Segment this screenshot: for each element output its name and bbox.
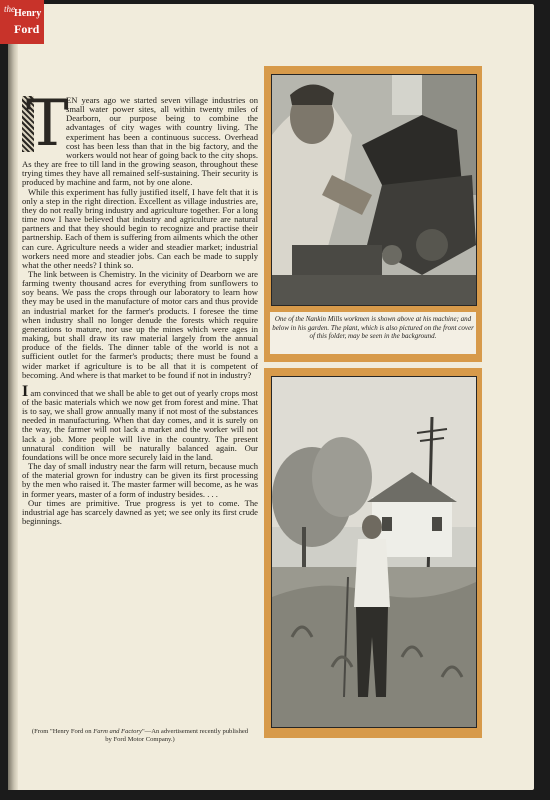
- paragraph-5: The day of small industry near the farm will return, because much of the material grown for industry can be given its first processing by the men who raised it. The master farmer will become, as he was in former years, master of a form of industry besides. . . .: [22, 461, 258, 499]
- paragraph-1: EN years ago we started seven village industries on small water power sites, all within twenty miles of Dearborn, our purpose being to combine the advantages of city wages with country living. The experiment has been a continuous success. Overhead cost has been less than that in the big factory, and the workers would not hear of going back to the city shops. As they are free to till land in the growing season, throughout these trying times they have all remained self-sustaining. Their security is produced by machine and farm, not by one alone.: [22, 95, 258, 188]
- drop-cap-letter: T: [26, 87, 69, 161]
- logo-the: the: [4, 4, 15, 14]
- paragraph-4-text: am convinced that we shall be able to get out of yearly crops most of the basic materials which we now get from forest and mine. That is to say, we shall grow annually many if not most of the substances needed in manufacturing. When that day comes, and it is surely on the way, the farmer will not lack a market and the worker will not lack a job. More people will live in the country. The present unnatural condition will be naturally balanced again. Our foundations will be once more securely laid in the land.: [22, 387, 258, 462]
- logo-henry: Henry: [14, 8, 42, 19]
- drop-cap: [22, 87, 69, 161]
- paragraph-4: [22, 382, 258, 462]
- workman-in-garden-photo: [271, 376, 477, 728]
- page-spine-shadow: [8, 4, 18, 790]
- henry-ford-logo: [0, 0, 44, 44]
- photo-frame-bottom: [264, 368, 482, 738]
- paragraph-2: While this experiment has fully justified itself, I have felt that it is only a step in the right direction. Excellent as village industries are, they do not really bring industry and agriculture together. For a long time now I have believed that industry and agriculture are natural partners and that they should begin to recognize and practise their partnership. Each of them is suffering from ailments which the other can cure. Agriculture needs a wider and steadier market; industrial workers need more and steadier jobs. Can each be made to supply what the other needs? I think so.: [22, 186, 258, 270]
- paragraph-3: The link between is Chemistry. In the vicinity of Dearborn we are farming twenty thousand acres for everything from sunflowers to soy beans. We pass the crops through our laboratory to learn how they may be used in the manufacture of motor cars and thus provide an industrial market for the farmer's products. I foresee the time when industry shall no longer denude the forests which require generations to mature, nor use up the mines which were ages in making, but shall draw its raw material largely from the annual produce of the fields. The dinner table of the world is not a sufficient outlet for the farmer's products; there must be found a wider market if agriculture is to be all that it is competent of becoming. And where is that market to be found if not in industry?: [22, 268, 258, 380]
- source-title: Farm and Factory: [93, 728, 142, 735]
- paragraph-6: Our times are primitive. True progress is yet to come. The industrial age has scarcely dawned as yet; we see only its first crude beginnings.: [22, 497, 258, 527]
- source-part-1: (From "Henry Ford on: [31, 728, 94, 735]
- photo-caption: One of the Nankin Mills workmen is shown above at his machine; and below in his garden. The plant, which is also pictured on the front cover of this folder, may be seen in the background.: [270, 312, 476, 354]
- source-note: [28, 728, 252, 744]
- photo-frame-top: [264, 66, 482, 362]
- article-column: [22, 87, 258, 527]
- workman-at-machine-photo: [271, 74, 477, 306]
- paragraph-4-initial: I: [22, 382, 29, 400]
- logo-ford: Ford: [14, 22, 40, 36]
- source-part-2: "—An advertisement recently published by Ford Motor Company.): [105, 728, 249, 743]
